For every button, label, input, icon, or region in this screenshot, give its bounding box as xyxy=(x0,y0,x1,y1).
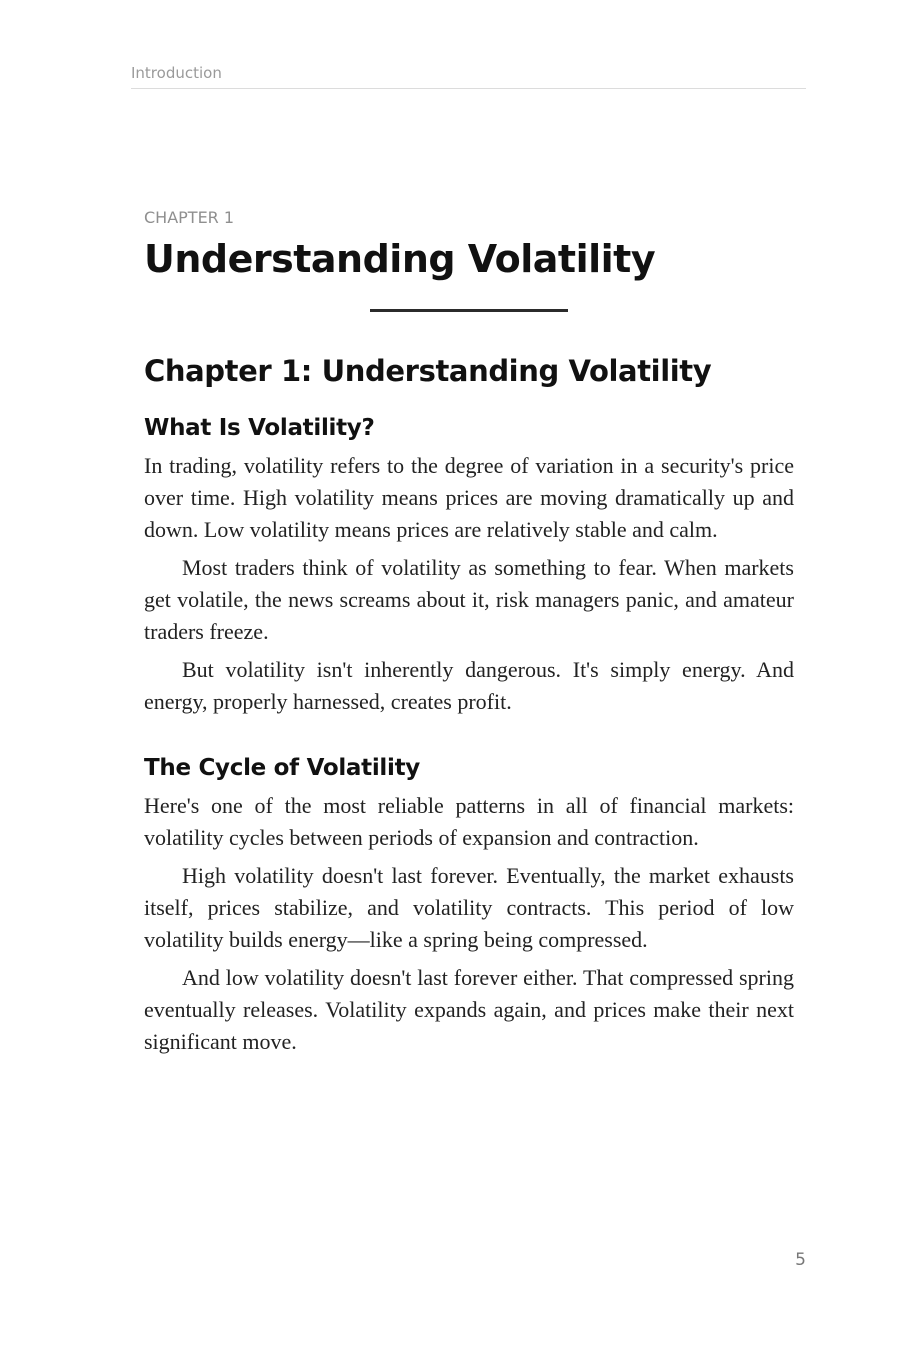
body-paragraph: High volatility doesn't last forever. Eventually, the market exhausts itself, prices stabilize, and volatility contracts. This period of low volatility builds energy—like a spring being compressed. xyxy=(144,863,794,952)
chapter-title: Understanding Volatility xyxy=(144,237,656,281)
page-number: 5 xyxy=(795,1250,806,1270)
subsection-heading: The Cycle of Volatility xyxy=(144,755,420,781)
body-paragraph: In trading, volatility refers to the degree of variation in a security's price over time. High volatility means prices are moving dramatically up and down. Low volatility means prices are relatively stable and calm. xyxy=(144,453,794,542)
subsection-heading: What Is Volatility? xyxy=(144,415,375,441)
page-content xyxy=(144,208,794,1058)
chapter-label: CHAPTER 1 xyxy=(144,208,235,227)
section-title: Chapter 1: Understanding Volatility xyxy=(144,354,712,388)
running-header: Introduction xyxy=(131,64,806,89)
body-paragraph: Most traders think of volatility as something to fear. When markets get volatile, the news screams about it, risk managers panic, and amateur traders freeze. xyxy=(144,555,794,644)
body-paragraph: Here's one of the most reliable patterns in all of financial markets: volatility cycles between periods of expansion and contraction. xyxy=(144,793,794,850)
body-paragraph: And low volatility doesn't last forever either. That compressed spring eventually releases. Volatility expands again, and prices make their next significant move. xyxy=(144,965,794,1054)
title-divider xyxy=(370,309,568,312)
body-paragraph: But volatility isn't inherently dangerous. It's simply energy. And energy, properly harnessed, creates profit. xyxy=(144,657,794,714)
